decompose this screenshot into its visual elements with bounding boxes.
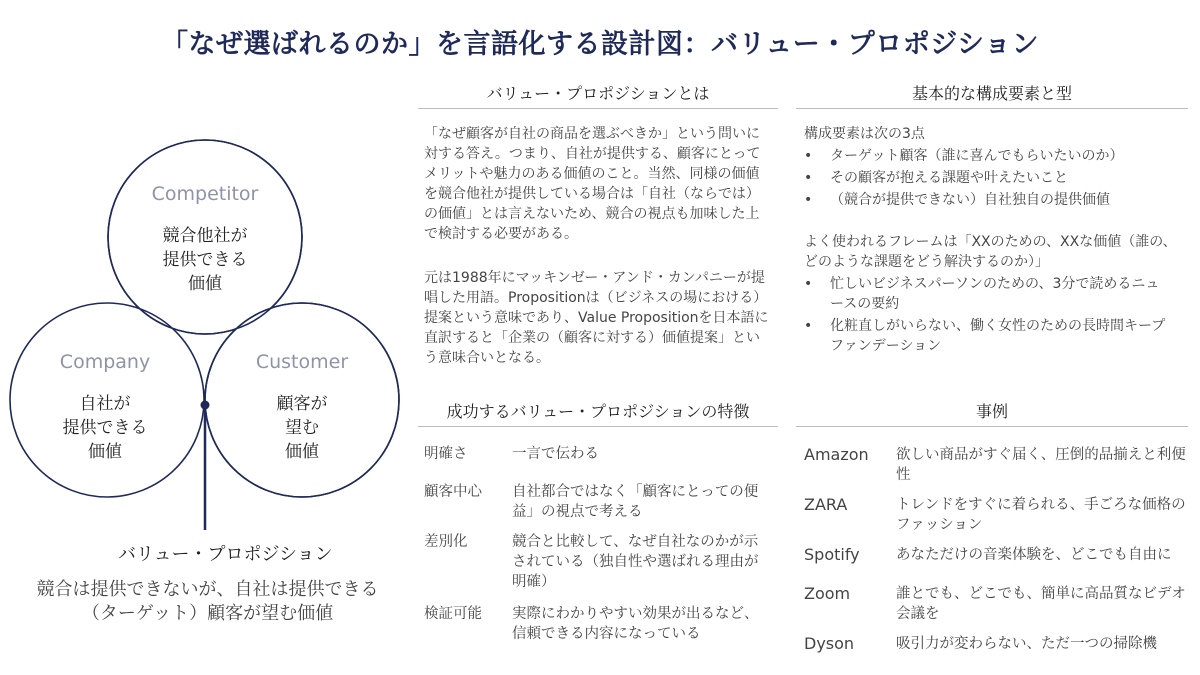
- element-item-text: その顧客が抱える課題や叶えたいこと: [830, 170, 1068, 186]
- pointer-dot: [201, 401, 210, 410]
- case-row: [804, 584, 1194, 624]
- about-paragraph-2: 元は1988年にマッキンゼー・アンド・カンパニーが提唱した用語。Propositionは（ビジネスの場における）提案という意味であり、Value Propositionを日本語に直訳すると「企業の（顧客に対する）価値提案」という意味合いとなる。: [424, 270, 769, 366]
- case-value: 誰とでも、どこでも、簡単に高品質なビデオ会議を: [896, 586, 1186, 622]
- venn-diagram: [0, 120, 420, 540]
- feature-value: 自社都合ではなく「顧客にとっての便益」の視点で考える: [512, 484, 759, 520]
- bullet-icon: •: [804, 318, 813, 334]
- customer-line-1: 顧客が: [276, 394, 328, 414]
- company-line-3: 価値: [88, 442, 122, 462]
- cases-heading: 事例: [796, 398, 1188, 427]
- feature-row: [424, 604, 774, 644]
- competitor-line-1: 競合他社が: [162, 226, 248, 246]
- feature-row: [424, 532, 774, 592]
- case-value: トレンドをすぐに着られる、手ごろな価格のファッション: [896, 497, 1186, 533]
- element-item: [804, 146, 1184, 166]
- case-value: あなただけの音楽体験を、どこでも自由に: [896, 547, 1172, 563]
- case-company: ZARA: [804, 495, 848, 514]
- competitor-line-3: 価値: [188, 274, 222, 294]
- customer-line-2: 望む: [285, 418, 319, 438]
- elements-heading: 基本的な構成要素と型: [796, 80, 1188, 109]
- feature-key: 明確さ: [424, 446, 468, 462]
- company-line-2: 提供できる: [62, 418, 148, 438]
- competitor-name: Competitor: [151, 183, 259, 205]
- elements-intro: 構成要素は次の3点: [804, 126, 925, 142]
- customer-line-3: 価値: [285, 442, 319, 462]
- element-item: [804, 190, 1184, 210]
- case-company: Spotify: [804, 545, 860, 564]
- case-company: Dyson: [804, 634, 855, 653]
- feature-row: [424, 444, 774, 464]
- bullet-icon: •: [804, 170, 813, 186]
- case-row: [804, 545, 1194, 567]
- element-item-text: ターゲット顧客（誰に喜んでもらいたいのか）: [830, 148, 1124, 164]
- case-company: Amazon: [804, 445, 869, 464]
- element-item: [804, 168, 1184, 188]
- bullet-icon: •: [804, 192, 813, 208]
- about-heading: バリュー・プロポジションとは: [418, 80, 778, 109]
- feature-value: 一言で伝わる: [512, 446, 599, 462]
- company-name: Company: [59, 351, 151, 373]
- example-item: [804, 316, 1184, 356]
- customer-name: Customer: [255, 351, 349, 373]
- competitor-line-2: 提供できる: [162, 250, 248, 270]
- example-item-text: 化粧直しがいらない、働く女性のための長時間キープファンデーション: [830, 318, 1166, 354]
- feature-value: 実際にわかりやすい効果が出るなど、信頼できる内容になっている: [512, 606, 759, 642]
- bullet-icon: •: [804, 276, 813, 292]
- elements-frame: よく使われるフレームは「XXのための、XXな価値（誰の、どのような課題をどう解決するのか）」: [804, 234, 1177, 270]
- value-proposition-description: 競合は提供できないが、自社は提供できる（ターゲット）顧客が望む価値: [36, 579, 379, 624]
- case-row: [804, 634, 1194, 656]
- feature-row: [424, 482, 774, 522]
- company-line-1: 自社が: [79, 394, 131, 414]
- about-paragraph-1: 「なぜ顧客が自社の商品を選ぶべきか」という問いに対する答え。つまり、自社が提供する、顧客にとってメリットや魅力のある価値のこと。当然、同様の価値を競合他社が提供している場合は「自社（ならでは）の価値」とは言えないため、競合の視点も加味した上で検討する必要がある。: [424, 126, 761, 242]
- example-item-text: 忙しいビジネスパーソンのための、3分で読めるニュースの要約: [830, 276, 1160, 312]
- features-heading: 成功するバリュー・プロポジションの特徴: [418, 398, 778, 427]
- case-value: 欲しい商品がすぐ届く、圧倒的品揃えと利便性: [896, 447, 1186, 483]
- case-value: 吸引力が変わらない、ただ一つの掃除機: [896, 636, 1157, 652]
- case-row: [804, 445, 1194, 485]
- case-row: [804, 495, 1194, 535]
- example-item: [804, 274, 1184, 314]
- feature-key: 差別化: [424, 534, 468, 550]
- page-title: 「なぜ選ばれるのか」を言語化する設計図：バリュー・プロポジション: [161, 29, 1039, 60]
- feature-key: 検証可能: [424, 606, 482, 622]
- feature-key: 顧客中心: [424, 484, 482, 500]
- feature-value: 競合と比較して、なぜ自社なのかが示されている（独自性や選ばれる理由が明確）: [512, 534, 759, 590]
- case-company: Zoom: [804, 584, 851, 603]
- element-item-text: （競合が提供できない）自社独自の提供価値: [830, 192, 1110, 208]
- bullet-icon: •: [804, 148, 813, 164]
- value-proposition-label: バリュー・プロポジション: [118, 544, 333, 565]
